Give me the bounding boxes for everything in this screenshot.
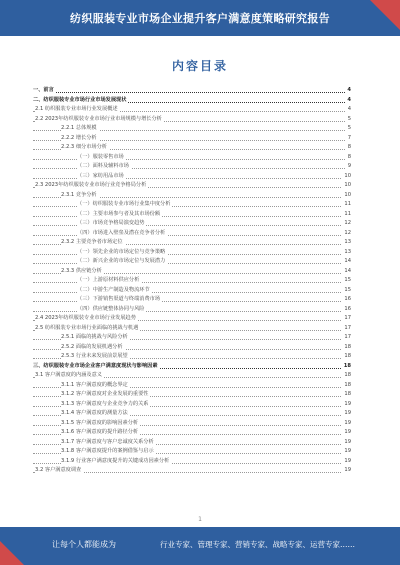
toc-entry-title: （二）新兴企业的市场定位与发展潜力 [77, 258, 166, 264]
toc-entry-title: （二）中游生产制造及物流环节 [77, 286, 150, 293]
toc-entry[interactable] [33, 295, 351, 305]
toc-entry-page: 18 [342, 371, 351, 381]
toc-entry-page: 14 [342, 267, 351, 277]
toc-entry[interactable] [33, 96, 351, 106]
toc-entry-page: 18 [342, 343, 351, 353]
toc-entry-page: 19 [342, 457, 351, 467]
toc-entry-page: 18 [342, 352, 351, 362]
toc-entry-title: （一）上游原材料供应分析 [77, 277, 140, 283]
toc-entry-title: 2.3.3 供应链分析 [61, 267, 102, 274]
toc-entry-page: 19 [342, 447, 351, 457]
toc-entry-page: 17 [342, 324, 351, 334]
toc-entry-page: 4 [345, 96, 351, 106]
toc-entry[interactable] [33, 371, 351, 381]
toc-entry[interactable] [33, 153, 351, 163]
table-of-contents [33, 86, 351, 476]
toc-entry-title: 2.3 2023年纺织服装专业市场行业竞争格局分析 [35, 182, 147, 188]
toc-entry-page: 11 [342, 200, 351, 210]
toc-entry[interactable] [33, 181, 351, 191]
toc-entry-title: （一）纺织服装专业市场行业集中度分析 [77, 201, 171, 207]
header-corner-accent [370, 0, 400, 30]
toc-entry-page: 17 [342, 314, 351, 324]
toc-entry-title: 3.1.7 客户满意度与客户忠诚度关系分析 [61, 438, 154, 445]
toc-entry-page: 11 [342, 210, 351, 220]
toc-entry-page: 5 [346, 115, 351, 125]
toc-entry-title: （三）家纺用品市场 [77, 172, 124, 179]
toc-entry-title: 2.2 2023年纺织服装专业市场行业市场规模与增长分析 [35, 115, 162, 122]
toc-entry-title: 3.1.9 行业客户满意度提升的关键成功因素分析 [61, 457, 170, 464]
toc-entry-page: 15 [342, 276, 351, 286]
toc-entry[interactable] [33, 86, 351, 96]
toc-entry[interactable] [33, 162, 351, 172]
toc-entry-title: 2.2.1 总体规模 [61, 125, 97, 131]
toc-entry-title: 3.1.3 客户满意度与企业竞争力的关系 [61, 400, 149, 407]
toc-entry-page: 5 [346, 124, 351, 134]
toc-entry[interactable] [33, 276, 351, 286]
toc-entry[interactable] [33, 229, 351, 239]
toc-entry-title: 3.1.6 客户满意度的提升路径分析 [61, 429, 139, 435]
footer-expert-list: 行业专家、管理专家、营销专家、战略专家、运营专家…… [160, 540, 355, 549]
toc-entry-page: 4 [345, 86, 351, 96]
toc-entry-page: 12 [342, 229, 351, 239]
toc-entry[interactable] [33, 267, 351, 277]
footer-slogan: 让每个人都能成为 [52, 540, 116, 549]
toc-entry-page: 19 [342, 438, 351, 448]
toc-entry[interactable] [33, 210, 351, 220]
toc-entry[interactable] [33, 466, 351, 476]
header-banner [0, 0, 400, 36]
toc-entry[interactable] [33, 248, 351, 258]
toc-entry-page: 16 [342, 305, 351, 315]
toc-entry-title: 2.3.1 竞争分析 [61, 191, 97, 198]
toc-entry[interactable] [33, 428, 351, 438]
toc-entry[interactable] [33, 124, 351, 134]
toc-entry-title: （一）服装零售市场 [77, 153, 124, 160]
toc-entry-title: 3.1.8 客户满意度提升的案例借鉴与启示 [61, 448, 154, 454]
toc-entry-page: 13 [342, 248, 351, 258]
toc-entry-title: （一）领先企业的市场定位与竞争策略 [77, 248, 166, 255]
toc-entry[interactable] [33, 305, 351, 315]
toc-entry[interactable] [33, 219, 351, 229]
toc-entry-title: 2.2.3 细分市场分析 [61, 144, 107, 150]
toc-entry[interactable] [33, 400, 351, 410]
toc-entry-title: 2.2.2 增长分析 [61, 134, 97, 141]
toc-entry-title: 2.1 纺织服装专业市场行业发展概述 [35, 106, 118, 112]
toc-entry-page: 10 [342, 181, 351, 191]
page-number: 1 [198, 516, 202, 523]
toc-entry-page: 18 [342, 390, 351, 400]
toc-dot-leader [33, 92, 351, 93]
toc-entry-title: 2.5.1 面临的挑战与风险分析 [61, 334, 128, 340]
toc-entry-page: 19 [342, 428, 351, 438]
toc-entry[interactable] [33, 390, 351, 400]
toc-entry[interactable] [33, 381, 351, 391]
toc-entry[interactable] [33, 352, 351, 362]
toc-entry[interactable] [33, 238, 351, 248]
toc-entry[interactable] [33, 200, 351, 210]
toc-entry-page: 10 [342, 172, 351, 182]
toc-entry[interactable] [33, 105, 351, 115]
toc-entry-title: 2.5 纺织服装专业市场行业面临的挑战与机遇 [35, 324, 139, 331]
toc-entry-page: 19 [342, 419, 351, 429]
report-title: 纺织服装专业市场企业提升客户满意度策略研究报告 [70, 12, 330, 25]
toc-entry-title: 3.1.2 客户满意度对企业发展的重要性 [61, 391, 149, 397]
toc-entry[interactable] [33, 447, 351, 457]
toc-entry-page: 7 [346, 134, 351, 144]
toc-entry-title: （四）供应链整体协同与风险 [77, 305, 145, 312]
footer-corner-accent [0, 541, 24, 565]
footer-banner [0, 527, 400, 565]
toc-entry-page: 19 [342, 409, 351, 419]
toc-entry-title: 3.1.4 客户满意度的测量方法 [61, 410, 128, 416]
toc-entry-title: 2.5.2 面临的发展机遇分析 [61, 343, 123, 350]
toc-entry-title: 3.1.5 客户满意度的影响因素分析 [61, 419, 139, 426]
toc-entry-page: 8 [346, 143, 351, 153]
toc-entry-page: 13 [342, 238, 351, 248]
toc-entry-title: 3.1.1 客户满意度的概念界定 [61, 381, 128, 388]
toc-entry-title: 二、纺织服装专业市场行业市场发展现状 [33, 96, 127, 103]
toc-entry-title: 3.1 客户满意度的内涵及意义 [35, 372, 102, 378]
toc-entry-title: 三、纺织服装专业市场企业客户满意度现状与影响因素 [33, 362, 158, 369]
toc-entry-title: （四）市场进入壁垒及潜在竞争者分析 [77, 229, 166, 236]
toc-entry[interactable] [33, 457, 351, 467]
toc-entry-title: （二）主要市场参与者及其市场份额 [77, 210, 161, 217]
toc-entry-page: 18 [342, 381, 351, 391]
toc-entry-title: 3.2 客户满意度调查 [35, 467, 82, 473]
toc-entry[interactable] [33, 333, 351, 343]
toc-entry[interactable] [33, 409, 351, 419]
toc-entry-page: 19 [342, 466, 351, 476]
toc-entry-title: （三）下游销售渠道与终端消费市场 [77, 296, 161, 302]
toc-entry-page: 14 [342, 257, 351, 267]
toc-entry-title: 2.3.2 主要竞争者市场定位 [61, 239, 123, 245]
toc-entry-title: 2.5.3 行业未来发展前景展望 [61, 353, 128, 359]
toc-entry[interactable] [33, 134, 351, 144]
toc-entry-page: 16 [342, 295, 351, 305]
toc-entry-page: 18 [342, 362, 351, 372]
toc-entry-page: 9 [346, 162, 351, 172]
toc-entry[interactable] [33, 438, 351, 448]
toc-entry[interactable] [33, 115, 351, 125]
toc-entry-title: （二）面料及辅料市场 [77, 163, 129, 169]
toc-entry-page: 10 [342, 191, 351, 201]
toc-entry[interactable] [33, 143, 351, 153]
toc-entry-page: 19 [342, 400, 351, 410]
toc-entry[interactable] [33, 419, 351, 429]
toc-entry-title: 2.4 2023年纺织服装专业市场行业发展趋势 [35, 315, 136, 321]
toc-entry[interactable] [33, 257, 351, 267]
toc-entry[interactable] [33, 172, 351, 182]
toc-entry[interactable] [33, 286, 351, 296]
toc-entry-page: 12 [342, 219, 351, 229]
toc-entry-title: 一、前言 [33, 87, 54, 93]
toc-entry-page: 8 [346, 153, 351, 163]
toc-entry-title: （三）市场竞争格局演变趋势 [77, 220, 145, 226]
toc-entry[interactable] [33, 343, 351, 353]
toc-entry[interactable] [33, 191, 351, 201]
toc-entry-page: 17 [342, 333, 351, 343]
toc-entry-page: 4 [346, 105, 351, 115]
toc-entry[interactable] [33, 324, 351, 334]
toc-heading: 内容目录 [171, 59, 228, 73]
toc-entry[interactable] [33, 314, 351, 324]
toc-entry-page: 15 [342, 286, 351, 296]
toc-entry[interactable] [33, 362, 351, 372]
